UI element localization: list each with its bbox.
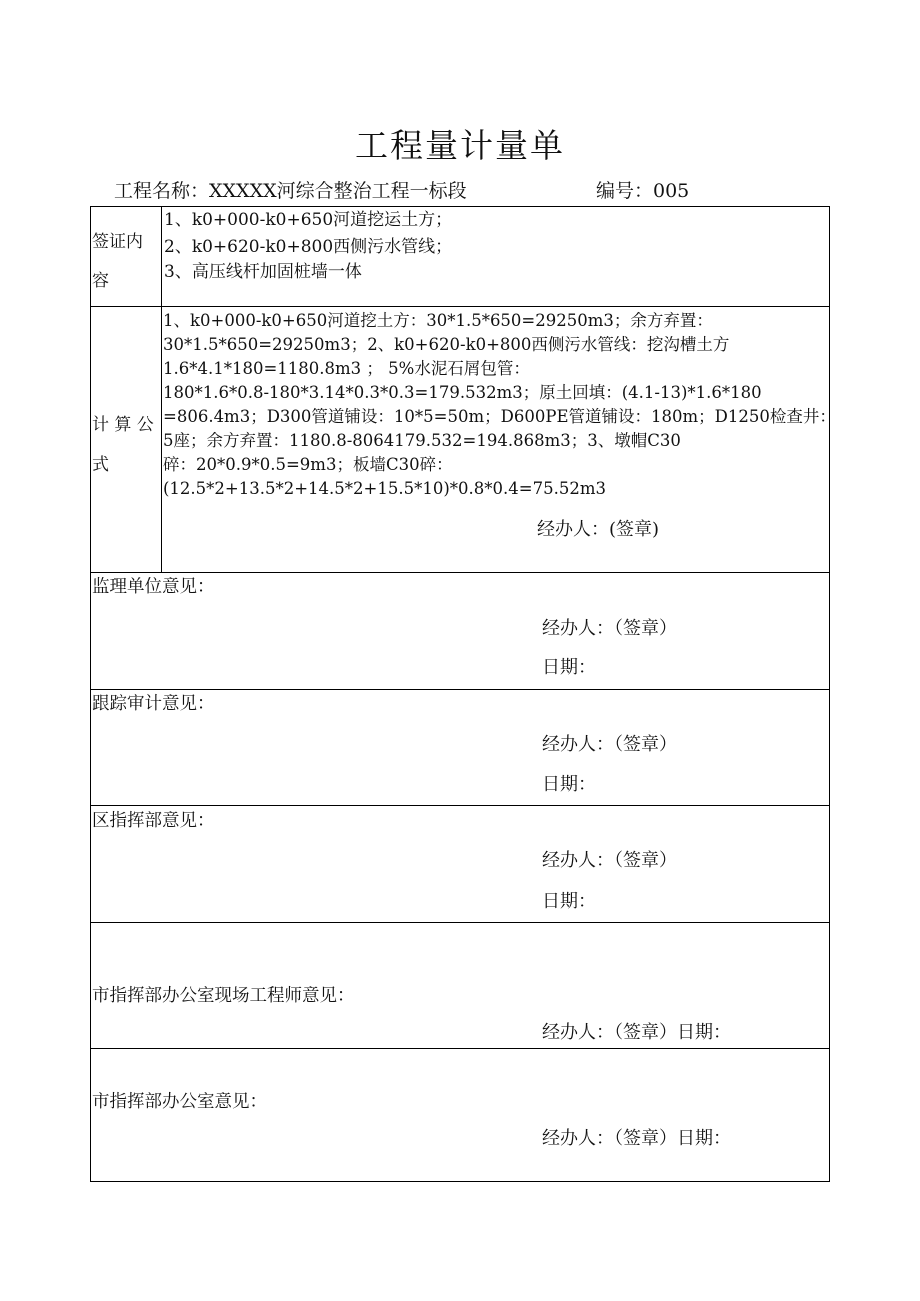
formula-line: 5座；余方弃置：1180.8-8064179.532=194.868m3；3、墩帽C30	[163, 431, 681, 450]
formula-signer: 经办人：(签章)	[537, 519, 660, 540]
document-number: 编号：005	[596, 180, 690, 202]
signer-field: 经办人：（签章）	[542, 618, 677, 639]
formula-line: 碎：20*0.9*0.5=9m3；板墙C30碎：	[163, 455, 453, 474]
section-title: 监理单位意见：	[92, 577, 215, 597]
section-title: 市指挥部办公室现场工程师意见：	[92, 986, 355, 1006]
formula-label-line: 式	[92, 455, 109, 475]
formula-line: (12.5*2+13.5*2+14.5*2+15.5*10)*0.8*0.4=75.52m3	[163, 479, 606, 498]
project-name: 工程名称：XXXXX河综合整治工程一标段	[114, 180, 467, 202]
section-title: 跟踪审计意见：	[92, 694, 215, 714]
formula-line: 1.6*4.1*180=1180.8m3 ； 5%水泥石屑包管：	[163, 359, 530, 378]
formula-line: 30*1.5*650=29250m3；2、k0+620-k0+800西侧污水管线：挖沟槽土方	[163, 335, 730, 354]
page-title: 工程量计量单	[355, 126, 565, 165]
date-field: 日期：	[542, 657, 596, 678]
section-title: 市指挥部办公室意见：	[92, 1092, 267, 1112]
divider	[90, 306, 830, 307]
visa-item: 3、高压线杆加固桩墙一体	[164, 262, 362, 282]
divider	[90, 1048, 830, 1049]
visa-label-line: 容	[92, 271, 109, 291]
signer-date-field: 经办人：（签章）日期：	[542, 1022, 731, 1043]
column-divider	[161, 206, 162, 572]
formula-label-line: 计 算 公	[92, 415, 154, 435]
date-field: 日期：	[542, 774, 596, 795]
date-field: 日期：	[542, 891, 596, 912]
section-title: 区指挥部意见：	[92, 811, 215, 831]
divider	[90, 805, 830, 806]
signer-date-field: 经办人：（签章）日期：	[542, 1128, 731, 1149]
divider	[90, 922, 830, 923]
divider	[90, 572, 830, 573]
formula-line: =806.4m3；D300管道铺设：10*5=50m；D600PE管道铺设：180m；D1250检查井：	[163, 407, 836, 426]
divider	[90, 689, 830, 690]
signer-field: 经办人：（签章）	[542, 850, 677, 871]
visa-item: 2、k0+620-k0+800西侧污水管线；	[164, 237, 453, 257]
formula-line: 180*1.6*0.8-180*3.14*0.3*0.3=179.532m3；原土回填：(4.1-13)*1.6*180	[163, 383, 762, 402]
signer-field: 经办人：（签章）	[542, 734, 677, 755]
formula-line: 1、k0+000-k0+650河道挖土方：30*1.5*650=29250m3；余方弃置：	[163, 311, 713, 330]
visa-item: 1、k0+000-k0+650河道挖运土方；	[164, 210, 453, 230]
visa-label-line: 签证内	[92, 232, 143, 252]
